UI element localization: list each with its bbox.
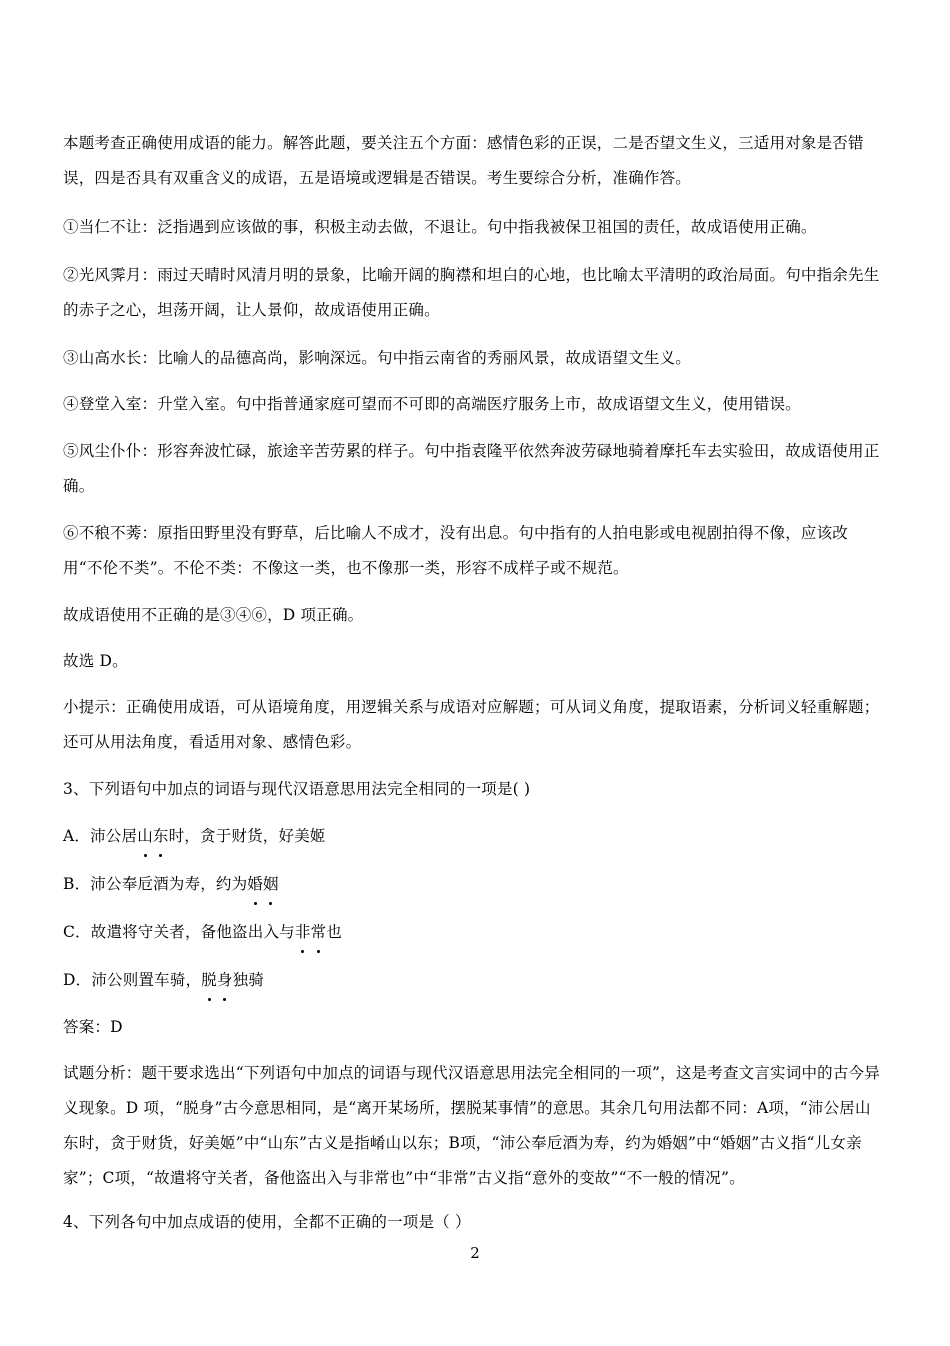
question-3-stem: 3、下列语句中加点的词语与现代汉语意思用法完全相同的一项是( ): [63, 780, 531, 798]
option-c-post: 也: [326, 923, 342, 941]
dotted-char: 姻: [263, 867, 279, 902]
option-c-pre: C．故遣将守关者，备他盗出入与: [63, 923, 295, 941]
option-c: [63, 915, 883, 950]
tip: 小提示：正确使用成语，可从语境角度，用逻辑关系与成语对应解题；可从词义角度，提取语素，分析词义轻重解题；还可从用法角度，看适用对象、感情色彩。: [63, 698, 880, 751]
analysis-intro: 本题考查正确使用成语的能力。解答此题，要关注五个方面：感情色彩的正误，二是否望文生义，三适用对象是否错误，四是否具有双重含义的成语，五是语境或逻辑是否错误。考生要综合分析，准确作答。: [63, 134, 864, 187]
dotted-char: 身: [217, 963, 233, 998]
item-4: ④登堂入室：升堂入室。句中指普通家庭可望而不可即的高端医疗服务上市，故成语望文生义，使用错误。: [63, 395, 801, 413]
answer: 答案：D: [63, 1018, 123, 1036]
conclusion: 故成语使用不正确的是③④⑥，D 项正确。: [63, 606, 364, 624]
page-number: 2: [470, 1244, 480, 1262]
dotted-char: 非: [295, 915, 311, 950]
option-b: [63, 867, 883, 902]
question-3-analysis: 试题分析：题干要求选出“下列语句中加点的词语与现代汉语意思用法完全相同的一项”，这是考查文言实词中的古今异义现象。D 项，“脱身”古今意思相同，是“离开某场所，摆脱某事情”的意思。其余几句用法都不同：A项，“沛公居山东时，贪于财货，好美姬”中“山东”古义是指崤山以东；B项，“沛公奉卮酒为寿，约为婚姻”中“婚姻”古义指“儿女亲家”；C项，“故遣将守关者，备他盗出入与非常也”中“非常”古义指“意外的变故”“不一般的情况”。: [63, 1064, 880, 1187]
item-3: ③山高水长：比喻人的品德高尚，影响深远。句中指云南省的秀丽风景，故成语望文生义。: [63, 349, 692, 367]
option-b-pre: B．沛公奉卮酒为寿，约为: [63, 875, 248, 893]
item-2: ②光风霁月：雨过天晴时风清月明的景象，比喻开阔的胸襟和坦白的心地，也比喻太平清明的政治局面。句中指余先生的赤子之心，坦荡开阔，让人景仰，故成语使用正确。: [63, 266, 880, 319]
dotted-char: 东: [153, 819, 169, 854]
option-a-post: 时，贪于财货，好美姬: [168, 827, 326, 845]
option-d-pre: D．沛公则置车骑，: [63, 971, 202, 989]
question-4-stem: 4、下列各句中加点成语的使用，全都不正确的一项是（ ）: [63, 1213, 471, 1231]
dotted-char: 脱: [201, 963, 217, 998]
option-d: [63, 963, 883, 998]
dotted-char: 婚: [247, 867, 263, 902]
option-a-pre: A．沛公居: [63, 827, 138, 845]
dotted-char: 常: [311, 915, 327, 950]
item-5: ⑤风尘仆仆：形容奔波忙碌，旅途辛苦劳累的样子。句中指袁隆平依然奔波劳碌地骑着摩托车去实验田，故成语使用正确。: [63, 442, 880, 495]
dotted-char: 山: [137, 819, 153, 854]
option-a: [63, 819, 883, 854]
item-6: ⑥不稂不莠：原指田野里没有野草，后比喻人不成才，没有出息。句中指有的人拍电影或电视剧拍得不像，应该改用“不伦不类”。不伦不类：不像这一类，也不像那一类，形容不成样子或不规范。: [63, 524, 849, 577]
option-d-post: 独骑: [232, 971, 265, 989]
item-1: ①当仁不让：泛指遇到应该做的事，积极主动去做，不退让。句中指我被保卫祖国的责任，故成语使用正确。: [63, 218, 817, 236]
choice: 故选 D。: [63, 652, 128, 670]
